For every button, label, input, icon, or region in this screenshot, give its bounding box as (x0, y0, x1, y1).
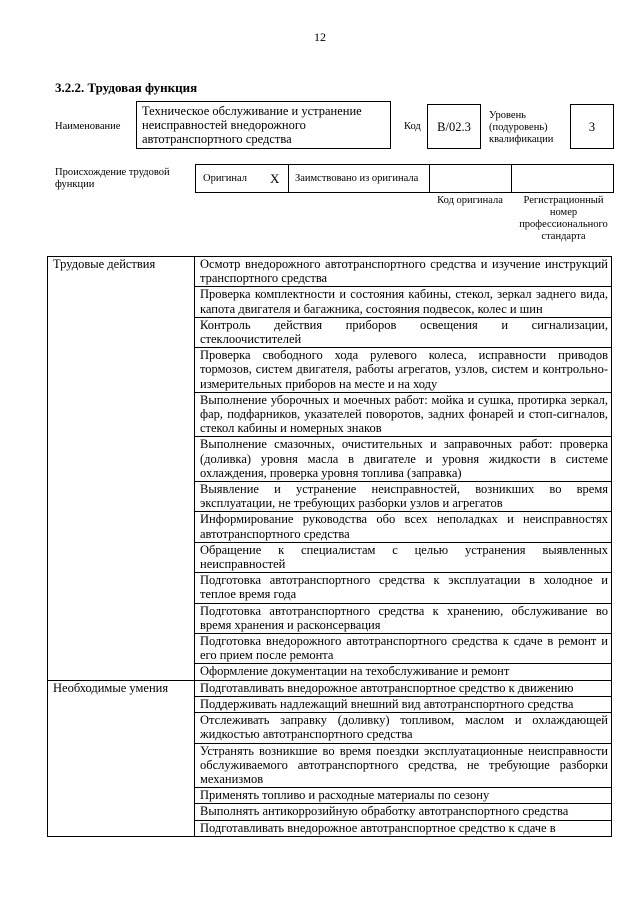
borrowed-label: Заимствовано из оригинала (295, 173, 419, 184)
page-number: 12 (314, 30, 326, 44)
table-row (48, 680, 612, 696)
code-value: B/02.3 (427, 104, 481, 149)
item-cell: Подготовка автотранспортного средства к эксплуатации в холодное и теплое время года (195, 573, 612, 603)
origin-label: Происхождение трудовой функции (55, 167, 170, 190)
original-mark: X (270, 171, 280, 186)
item-cell: Обращение к специалистам с целью устранения выявленных неисправностей (195, 542, 612, 572)
item-cell: Подготавливать внедорожное автотранспортное средство к движению (195, 680, 612, 696)
labor-function-table (47, 256, 612, 837)
original-label: Оригинал (203, 173, 247, 184)
level-value: 3 (570, 104, 614, 149)
category-cell: Необходимые умения (48, 680, 195, 836)
item-cell: Выполнение уборочных и моечных работ: мойка и сушка, протирка зеркал, фар, подфарников, указателей поворотов, задних фонарей и стоп-сигналов, стекол кабины и номерных знаков (195, 392, 612, 437)
name-value: Техническое обслуживание и устранение неисправностей внедорожного автотранспортного средства (136, 101, 391, 149)
item-cell: Осмотр внедорожного автотранспортного средства и изучение инструкций транспортного средства (195, 257, 612, 287)
reg-number-caption: Регистрационный номер профессионального стандарта (519, 195, 608, 242)
table-row (48, 257, 612, 287)
item-cell: Выявление и устранение неисправностей, возникших во время эксплуатации, не требующих разборки узлов и агрегатов (195, 482, 612, 512)
item-cell: Подготовка внедорожного автотранспортного средства к сдаче в ремонт и его прием после ремонта (195, 634, 612, 664)
origin-table (195, 164, 614, 193)
item-cell: Устранять возникшие во время поездки эксплуатационные неисправности обслуживаемого автотранспортного средства, не требующие разборки механизмов (195, 743, 612, 788)
section-heading: 3.2.2. Трудовая функция (55, 80, 198, 95)
item-cell: Контроль действия приборов освещения и сигнализации, стеклоочистителей (195, 317, 612, 347)
item-cell: Информирование руководства обо всех неполадках и неисправностях автотранспортного средства (195, 512, 612, 542)
code-original-caption: Код оригинала (437, 195, 503, 206)
item-cell: Проверка комплектности и состояния кабины, стекол, зеркал заднего вида, капота двигателя и багажника, состояния подвесок, колес и шин (195, 287, 612, 317)
item-cell: Подготавливать внедорожное автотранспортное средство к сдаче в (195, 820, 612, 836)
divider (429, 165, 430, 192)
level-label: Уровень (подуровень) квалификации (489, 110, 554, 145)
code-label: Код (404, 121, 421, 132)
divider (288, 165, 289, 192)
item-cell: Выполнять антикоррозийную обработку автотранспортного средства (195, 804, 612, 820)
item-cell: Применять топливо и расходные материалы по сезону (195, 788, 612, 804)
category-cell: Трудовые действия (48, 257, 195, 681)
item-cell: Оформление документации на техобслуживание и ремонт (195, 664, 612, 680)
item-cell: Проверка свободного хода рулевого колеса, исправности приводов тормозов, систем двигателя, работы агрегатов, узлов, систем и контрольно-измерительных приборов на месте и на ходу (195, 348, 612, 393)
item-cell: Выполнение смазочных, очистительных и заправочных работ: проверка (доливка) уровня масла в двигателе и уровня жидкости в системе охлаждения, проверка уровня топлива (заправка) (195, 437, 612, 482)
divider (511, 165, 512, 192)
item-cell: Отслеживать заправку (доливку) топливом, маслом и охлаждающей жидкостью автотранспортного средства (195, 713, 612, 743)
item-cell: Поддерживать надлежащий внешний вид автотранспортного средства (195, 696, 612, 712)
name-label: Наименование (55, 121, 121, 132)
item-cell: Подготовка автотранспортного средства к хранению, обслуживание во время хранения и расконсервация (195, 603, 612, 633)
